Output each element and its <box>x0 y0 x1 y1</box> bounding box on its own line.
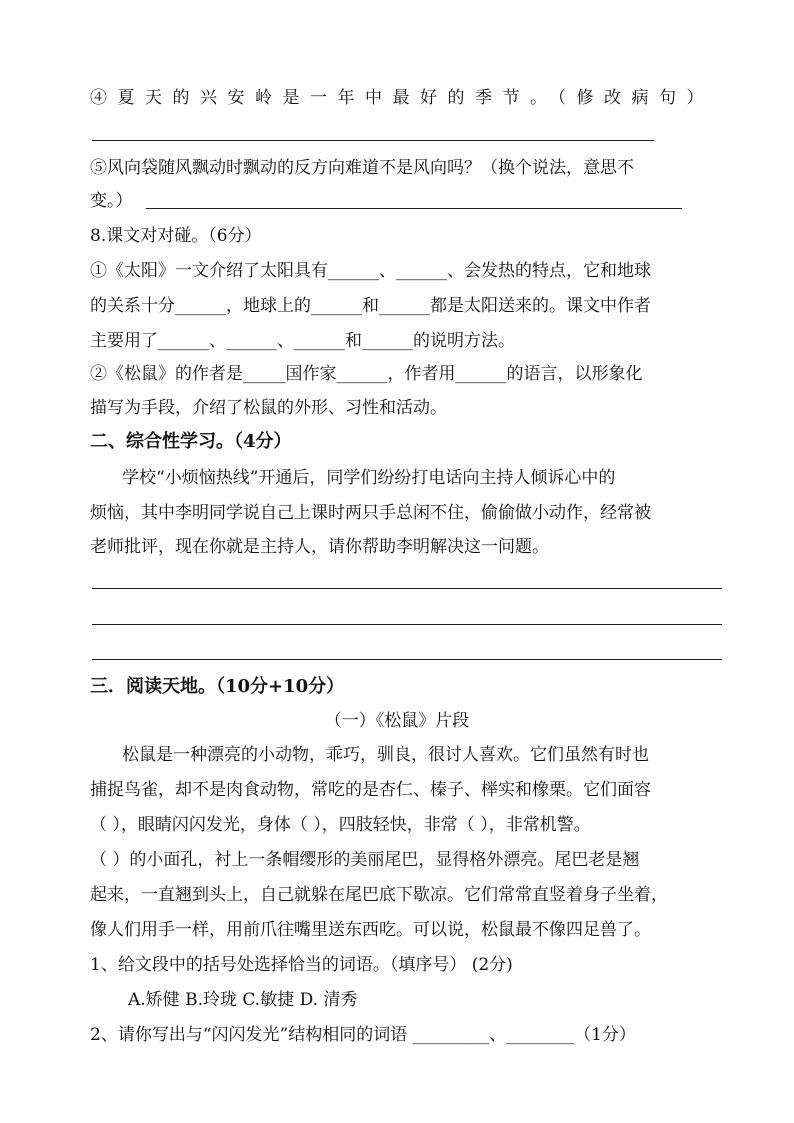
q8-1-line2: 的关系十分______，地球上的______和______都是太阳送来的。课文中作者 <box>90 296 651 316</box>
section3-title: 三．阅读天地。（10分+10分） <box>90 676 345 697</box>
answer-line[interactable] <box>92 140 654 141</box>
q8-title: 8.课文对对碰。（6分） <box>90 226 262 246</box>
q7-item4: ④夏天的兴安岭是一年中最好的季节。（修改病句） <box>90 88 714 108</box>
q7-item5-line1: ⑤风向袋随风飘动时飘动的反方向难道不是风向吗？（换个说法，意思不 <box>90 158 634 178</box>
q8-1-line3: 主要用了______、______、______和______的说明方法。 <box>90 331 515 351</box>
section2-paragraph-line3: 老师批评，现在你就是主持人，请你帮助李明解决这一问题。 <box>90 537 549 557</box>
answer-line[interactable] <box>92 588 722 589</box>
passage-line6: 像人们用手一样，用前爪往嘴里送东西吃。可以说，松鼠最不像四足兽了。 <box>90 920 651 940</box>
q7-item5-line2: 变。） <box>90 191 133 211</box>
section2-paragraph-line2: 烦恼，其中李明同学说自己上课时两只手总闲不住，偷偷做小动作，经常被 <box>90 503 651 523</box>
question1-options: A.矫健 B.玲珑 C.敏捷 D. 清秀 <box>128 990 358 1010</box>
answer-line[interactable] <box>92 659 722 660</box>
passage-line5: 起来，一直翘到头上，自己就躲在尾巴底下歇凉。它们常常直竖着身子坐着， <box>90 885 668 905</box>
q8-2-line1: ②《松鼠》的作者是_____国作家______，作者用______的语言，以形象化 <box>90 364 643 384</box>
section2-paragraph-line1: 学校“小烦恼热线”开通后，同学们纷纷打电话向主持人倾诉心中的 <box>122 468 616 488</box>
passage-line4: （ ）的小面孔，衬上一条帽缨形的美丽尾巴，显得格外漂亮。尾巴老是翘 <box>90 850 640 870</box>
question2: 2、请你写出与“闪闪发光”结构相同的词语 _________、________（1分） <box>90 1025 636 1045</box>
section2-title: 二、综合性学习。（4分） <box>90 431 292 452</box>
answer-line[interactable] <box>146 208 682 209</box>
q8-2-line2: 描写为手段，介绍了松鼠的外形、习性和活动。 <box>90 398 447 418</box>
question1: 1、给文段中的括号处选择恰当的词语。（填序号） (2分) <box>90 955 513 975</box>
passage-line2: 捕捉鸟雀，却不是肉食动物，常吃的是杏仁、榛子、榉实和橡栗。它们面容 <box>90 780 651 800</box>
passage-line1: 松鼠是一种漂亮的小动物，乖巧，驯良，很讨人喜欢。它们虽然有时也 <box>122 745 649 765</box>
passage-line3: （ ），眼睛闪闪发光，身体（ ），四肢轻快，非常（ ），非常机警。 <box>90 815 591 835</box>
passage-title: （一）《松鼠》片段 <box>324 711 470 731</box>
answer-line[interactable] <box>92 624 722 625</box>
q8-1-line1: ①《太阳》一文介绍了太阳具有______、______、会发热的特点，它和地球 <box>90 261 651 281</box>
